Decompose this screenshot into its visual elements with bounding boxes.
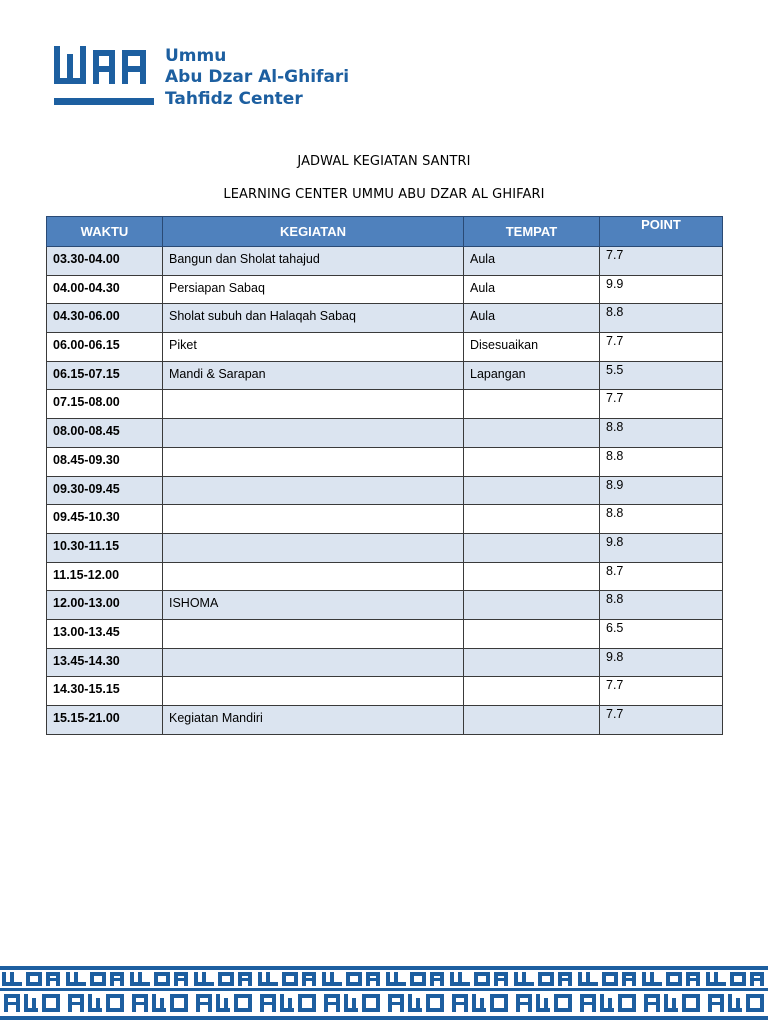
- table-row: [47, 476, 723, 505]
- cell-tempat: [464, 476, 600, 505]
- cell-tempat: [464, 419, 600, 448]
- table-row: [47, 619, 723, 648]
- cell-kegiatan: [163, 447, 464, 476]
- table-row: [47, 419, 723, 448]
- table-row: [47, 275, 723, 304]
- cell-kegiatan: [163, 419, 464, 448]
- cell-kegiatan: Piket: [163, 333, 464, 362]
- cell-point: 9.9: [600, 275, 723, 304]
- page-subtitle: LEARNING CENTER UMMU ABU DZAR AL GHIFARI: [223, 187, 545, 202]
- table-row: [47, 304, 723, 333]
- table-row: [47, 390, 723, 419]
- cell-tempat: [464, 533, 600, 562]
- cell-waktu: 08.00-08.45: [47, 419, 163, 448]
- cell-kegiatan: Mandi & Sarapan: [163, 361, 464, 390]
- cell-kegiatan: [163, 562, 464, 591]
- schedule-table: [46, 216, 723, 735]
- cell-point: 7.7: [600, 247, 723, 276]
- cell-point: 9.8: [600, 648, 723, 677]
- table-header-row: [47, 217, 723, 247]
- cell-waktu: 13.00-13.45: [47, 619, 163, 648]
- table-row: [47, 562, 723, 591]
- logo-mark-icon: [54, 46, 154, 108]
- cell-tempat: [464, 562, 600, 591]
- cell-waktu: 04.00-04.30: [47, 275, 163, 304]
- header-waktu: WAKTU: [47, 217, 163, 247]
- table-row: [47, 247, 723, 276]
- cell-point: 7.7: [600, 706, 723, 735]
- table-row: [47, 533, 723, 562]
- table-row: [47, 648, 723, 677]
- cell-tempat: [464, 447, 600, 476]
- cell-tempat: Aula: [464, 275, 600, 304]
- header-kegiatan: KEGIATAN: [163, 217, 464, 247]
- cell-waktu: 15.15-21.00: [47, 706, 163, 735]
- cell-waktu: 09.30-09.45: [47, 476, 163, 505]
- cell-point: 7.7: [600, 677, 723, 706]
- table-row: [47, 447, 723, 476]
- cell-tempat: Disesuaikan: [464, 333, 600, 362]
- cell-tempat: Lapangan: [464, 361, 600, 390]
- cell-kegiatan: [163, 533, 464, 562]
- cell-kegiatan: [163, 505, 464, 534]
- cell-kegiatan: Bangun dan Sholat tahajud: [163, 247, 464, 276]
- cell-kegiatan: Sholat subuh dan Halaqah Sabaq: [163, 304, 464, 333]
- cell-point: 9.8: [600, 533, 723, 562]
- cell-tempat: [464, 390, 600, 419]
- cell-kegiatan: Persiapan Sabaq: [163, 275, 464, 304]
- table-row: [47, 706, 723, 735]
- logo: [54, 46, 354, 110]
- cell-waktu: 06.15-07.15: [47, 361, 163, 390]
- cell-kegiatan: [163, 390, 464, 419]
- cell-kegiatan: [163, 476, 464, 505]
- cell-kegiatan: [163, 619, 464, 648]
- page-title: JADWAL KEGIATAN SANTRI: [297, 154, 471, 169]
- cell-tempat: Aula: [464, 304, 600, 333]
- cell-tempat: Aula: [464, 247, 600, 276]
- cell-waktu: 10.30-11.15: [47, 533, 163, 562]
- cell-point: 5.5: [600, 361, 723, 390]
- cell-point: 8.8: [600, 447, 723, 476]
- table-row: [47, 361, 723, 390]
- cell-tempat: [464, 706, 600, 735]
- cell-point: 7.7: [600, 333, 723, 362]
- cell-waktu: 08.45-09.30: [47, 447, 163, 476]
- cell-tempat: [464, 619, 600, 648]
- table-row: [47, 591, 723, 620]
- cell-point: 8.7: [600, 562, 723, 591]
- cell-waktu: 06.00-06.15: [47, 333, 163, 362]
- logo-text-name: Abu Dzar Al-Ghifari: [165, 67, 350, 87]
- cell-kegiatan: ISHOMA: [163, 591, 464, 620]
- cell-tempat: [464, 677, 600, 706]
- table-row: [47, 677, 723, 706]
- cell-waktu: 11.15-12.00: [47, 562, 163, 591]
- cell-point: 8.8: [600, 419, 723, 448]
- cell-tempat: [464, 591, 600, 620]
- cell-waktu: 07.15-08.00: [47, 390, 163, 419]
- cell-point: 6.5: [600, 619, 723, 648]
- table-row: [47, 505, 723, 534]
- cell-waktu: 03.30-04.00: [47, 247, 163, 276]
- cell-kegiatan: [163, 677, 464, 706]
- cell-waktu: 14.30-15.15: [47, 677, 163, 706]
- table-row: [47, 333, 723, 362]
- cell-waktu: 04.30-06.00: [47, 304, 163, 333]
- cell-point: 8.9: [600, 476, 723, 505]
- cell-point: 8.8: [600, 505, 723, 534]
- cell-tempat: [464, 648, 600, 677]
- logo-text-ummu: Ummu: [165, 46, 227, 66]
- cell-point: 8.8: [600, 591, 723, 620]
- table-body: [47, 247, 723, 735]
- cell-tempat: [464, 505, 600, 534]
- logo-text-center: Tahfidz Center: [165, 89, 303, 109]
- header-point: POINT: [600, 217, 723, 247]
- cell-point: 7.7: [600, 390, 723, 419]
- header-tempat: TEMPAT: [464, 217, 600, 247]
- cell-kegiatan: Kegiatan Mandiri: [163, 706, 464, 735]
- cell-point: 8.8: [600, 304, 723, 333]
- cell-waktu: 13.45-14.30: [47, 648, 163, 677]
- cell-kegiatan: [163, 648, 464, 677]
- kufic-border-pattern: [0, 966, 768, 1024]
- cell-waktu: 12.00-13.00: [47, 591, 163, 620]
- cell-waktu: 09.45-10.30: [47, 505, 163, 534]
